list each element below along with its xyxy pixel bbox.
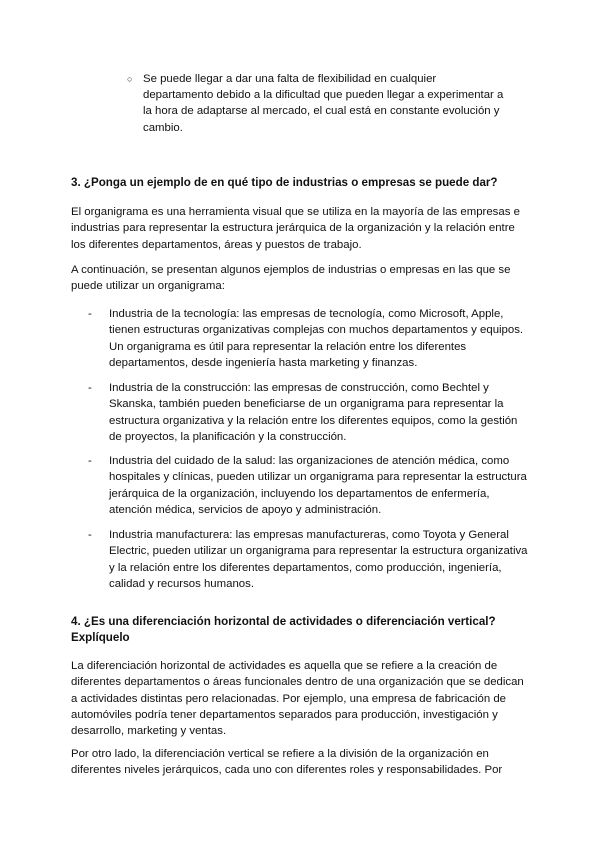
- list-item-construction: [88, 380, 533, 445]
- section-4-heading: 4. ¿Es una diferenciación horizontal de actividades o diferenciación vertical? Explíquelo: [71, 615, 496, 644]
- intro-bullet: [127, 71, 507, 136]
- dash-bullet-icon: -: [88, 382, 92, 394]
- section-3-heading: 3. ¿Ponga un ejemplo de en qué tipo de industrias o empresas se puede dar?: [71, 176, 498, 189]
- dash-bullet-icon: -: [88, 455, 92, 467]
- list-item-text: Industria del cuidado de la salud: las organizaciones de atención médica, como hospitales y clínicas, pueden utilizar un organigrama para representar la estructura jerárquica de la organización, incluyendo los departamentos de enfermería, atención médica, servicios de apoyo y administración.: [109, 455, 527, 516]
- section-4-paragraph-2: Por otro lado, la diferenciación vertical se refiere a la división de la organización en diferentes niveles jerárquicos, cada uno con diferentes roles y responsabilidades. Por: [71, 748, 503, 777]
- dash-bullet-icon: -: [88, 529, 92, 541]
- list-item-healthcare: [88, 453, 533, 518]
- section-3-paragraph-2: A continuación, se presentan algunos ejemplos de industrias o empresas en las que se puede utilizar un organigrama:: [71, 264, 511, 293]
- dash-bullet-icon: -: [88, 308, 92, 320]
- section-4-paragraph-1: La diferenciación horizontal de actividades es aquella que se refiere a la creación de diferentes departamentos o áreas funcionales dentro de una organización que se dedican a actividades distintas pero relacionadas. Por ejemplo, una empresa de fabricación de automóviles podría tener departamentos separados para producción, investigación y desarrollo, marketing y ventas.: [71, 660, 524, 738]
- list-item-text: Industria de la construcción: las empresas de construcción, como Bechtel y Skanska, también pueden beneficiarse de un organigrama para representar la estructura organizativa y la relación entre los diferentes equipos, como la gestión de proyectos, la planificación y la construcción.: [109, 382, 518, 443]
- list-item-technology: [88, 306, 533, 371]
- circle-bullet-icon: ○: [127, 74, 133, 84]
- section-3-paragraph-1: El organigrama es una herramienta visual que se utiliza en la mayoría de las empresas e industrias para representar la estructura jerárquica de la organización y la relación entre los diferentes departamentos, áreas y puestos de trabajo.: [71, 206, 520, 251]
- list-item-text: Industria de la tecnología: las empresas de tecnología, como Microsoft, Apple, tienen estructuras organizativas complejas con muchos departamentos y equipos. Un organigrama es útil para representar la relación entre los diferentes departamentos, desde ingeniería hasta marketing y finanzas.: [109, 308, 524, 369]
- list-item-text: Industria manufacturera: las empresas manufactureras, como Toyota y General Electric, pueden utilizar un organigrama para representar la estructura organizativa y la relación entre los diferentes departamentos, como producción, ingeniería, calidad y recursos humanos.: [109, 529, 528, 590]
- intro-bullet-text: Se puede llegar a dar una falta de flexibilidad en cualquier departamento debido a la dificultad que pueden llegar a experimentar a la hora de adaptarse al mercado, el cual está en constante evolución y cambio.: [143, 73, 504, 134]
- list-item-manufacturing: [88, 527, 533, 592]
